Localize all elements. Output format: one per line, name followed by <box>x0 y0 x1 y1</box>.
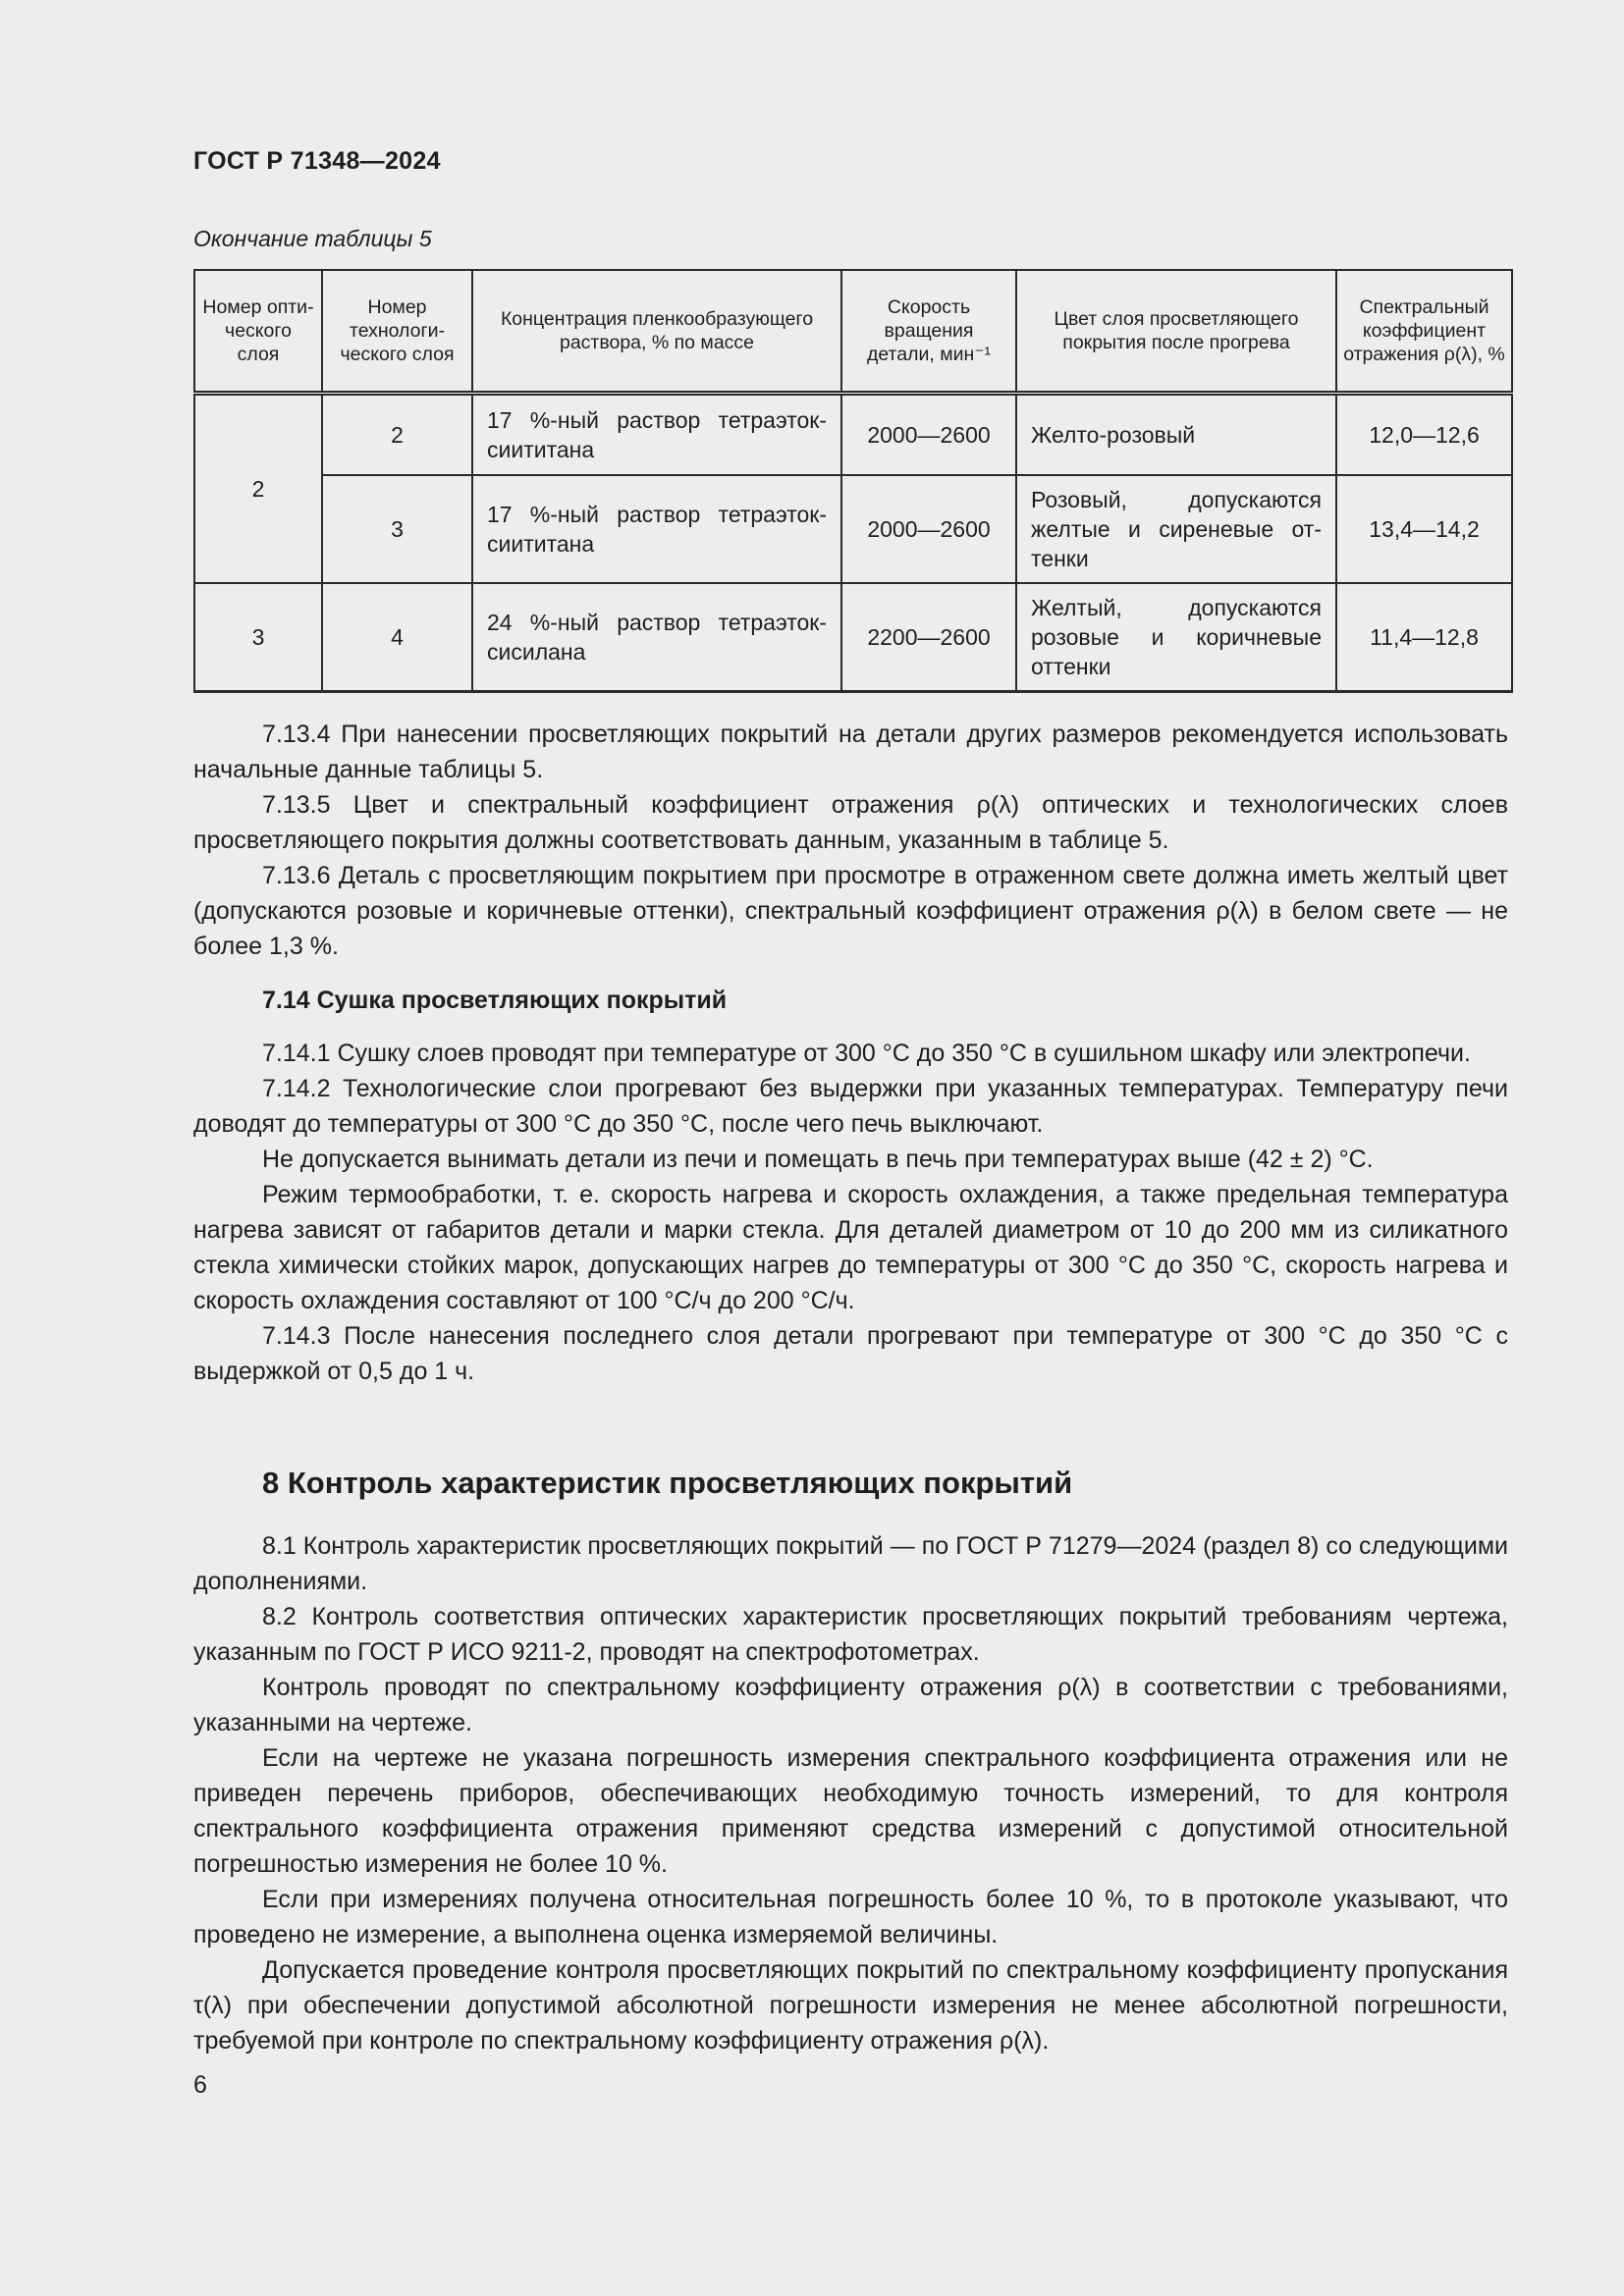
table-row <box>194 475 1512 583</box>
cell-tech-layer: 3 <box>322 475 472 583</box>
paragraph-8-2-estimate: Если при измерениях получена относительная погрешность более 10 %, то в протоколе указывают, что проведено не измерение, а выполнена оценка измеряемой величины. <box>193 1886 1508 1949</box>
clause-7-14-text <box>193 1036 1508 1389</box>
cell-concentration: 17 %-ный раствор тетраэток-сиититана <box>472 394 841 476</box>
cell-reflectance: 13,4—14,2 <box>1336 475 1512 583</box>
paragraph-7-13-6: 7.13.6 Деталь с просветляющим покрытием при просмотре в отраженном свете должна иметь желтый цвет (допускаются розовые и коричневые оттенки), спектральный коэффициент отражения ρ(λ) в белом свете — не более 1,3 %. <box>193 862 1508 960</box>
table-5 <box>193 269 1513 693</box>
cell-optical-layer: 2 <box>194 394 322 584</box>
column-header-concentration: Концентрация пленкообразующего раствора, % по массе <box>472 270 841 394</box>
paragraph-7-13-4: 7.13.4 При нанесении просветляющих покрытий на детали других размеров рекомендуется использовать начальные данные таблицы 5. <box>193 721 1508 783</box>
cell-reflectance: 12,0—12,6 <box>1336 394 1512 476</box>
paragraph-8-2: 8.2 Контроль соответствия оптических характеристик просветляющих покрытий требованиям чертежа, указанным по ГОСТ Р ИСО 9211-2, проводят на спектрофотометрах. <box>193 1603 1508 1666</box>
subsection-heading-7-14: 7.14 Сушка просветляющих покрытий <box>262 987 728 1014</box>
cell-tech-layer: 4 <box>322 583 472 692</box>
paragraph-7-14-1: 7.14.1 Сушку слоев проводят при температуре от 300 °С до 350 °С в сушильном шкафу или электропечи. <box>262 1040 1471 1067</box>
cell-layer-color: Желто-розовый <box>1016 394 1336 476</box>
column-header-tech-layer: Номер технологи-ческого слоя <box>322 270 472 394</box>
cell-rotation-speed: 2000—2600 <box>841 394 1016 476</box>
paragraph-7-14-2-oven: Не допускается вынимать детали из печи и помещать в печь при температурах выше (42 ± 2) °С. <box>262 1146 1374 1173</box>
paragraph-7-14-3: 7.14.3 После нанесения последнего слоя детали прогревают при температуре от 300 °С до 350 °С с выдержкой от 0,5 до 1 ч. <box>193 1322 1508 1385</box>
paragraph-7-13-5: 7.13.5 Цвет и спектральный коэффициент отражения ρ(λ) оптических и технологических слоев просветляющего покрытия должны соответствовать данным, указанным в таблице 5. <box>193 791 1508 854</box>
section-heading-8: 8 Контроль характеристик просветляющих покрытий <box>262 1466 1073 1500</box>
paragraph-8-2-error: Если на чертеже не указана погрешность измерения спектрального коэффициента отражения или не приведен перечень приборов, обеспечивающих необходимую точность измерений, то для контроля спектрального коэффициента отражения применяют средства измерений с допустимой относительной погрешностью измерения не более 10 %. <box>193 1744 1508 1878</box>
paragraph-8-1: 8.1 Контроль характеристик просветляющих покрытий — по ГОСТ Р 71279—2024 (раздел 8) со следующими дополнениями. <box>193 1532 1508 1595</box>
cell-optical-layer: 3 <box>194 583 322 692</box>
paragraph-7-14-2: 7.14.2 Технологические слои прогревают без выдержки при указанных температурах. Температуру печи доводят до температуры от 300 °С до 350 °С, после чего печь выключают. <box>193 1075 1508 1138</box>
page-number: 6 <box>193 2071 207 2099</box>
clause-7-13-text <box>193 717 1508 964</box>
column-header-reflectance: Спектральный коэффициент отражения ρ(λ), % <box>1336 270 1512 394</box>
cell-reflectance: 11,4—12,8 <box>1336 583 1512 692</box>
table-row <box>194 394 1512 476</box>
column-header-rotation-speed: Скорость вращения детали, мин⁻¹ <box>841 270 1016 394</box>
column-header-optical-layer: Номер опти-ческого слоя <box>194 270 322 394</box>
section-8-text <box>193 1528 1508 2058</box>
cell-rotation-speed: 2000—2600 <box>841 475 1016 583</box>
cell-concentration: 17 %-ный раствор тетраэток-сиититана <box>472 475 841 583</box>
document-header: ГОСТ Р 71348—2024 <box>193 147 441 175</box>
table-row <box>194 583 1512 692</box>
cell-concentration: 24 %-ный раствор тетраэток-сисилана <box>472 583 841 692</box>
cell-tech-layer: 2 <box>322 394 472 476</box>
table-caption: Окончание таблицы 5 <box>193 226 432 251</box>
paragraph-8-2-transmittance: Допускается проведение контроля просветляющих покрытий по спектральному коэффициенту пропускания τ(λ) при обеспечении допустимой абсолютной погрешности измерения не менее абсолютной погрешности, требуемой при контроле по спектральному коэффициенту отражения ρ(λ). <box>193 1956 1508 2055</box>
cell-layer-color: Желтый, допускаются розовые и коричневые оттенки <box>1016 583 1336 692</box>
paragraph-7-14-2-mode: Режим термообработки, т. е. скорость нагрева и скорость охлаждения, а также предельная температура нагрева зависят от габаритов детали и марки стекла. Для деталей диаметром от 10 до 200 мм из силикатного стекла химически стойких марок, допускающих нагрев до температуры от 300 °С до 350 °С, скорость нагрева и скорость охлаждения составляют от 100 °С/ч до 200 °С/ч. <box>193 1181 1508 1314</box>
cell-layer-color: Розовый, допускаются желтые и сиреневые от-тенки <box>1016 475 1336 583</box>
cell-rotation-speed: 2200—2600 <box>841 583 1016 692</box>
paragraph-8-2-reflectance: Контроль проводят по спектральному коэффициенту отражения ρ(λ) в соответствии с требованиями, указанными на чертеже. <box>193 1674 1508 1736</box>
table-header-row <box>194 270 1512 394</box>
column-header-layer-color: Цвет слоя просветляющего покрытия после прогрева <box>1016 270 1336 394</box>
